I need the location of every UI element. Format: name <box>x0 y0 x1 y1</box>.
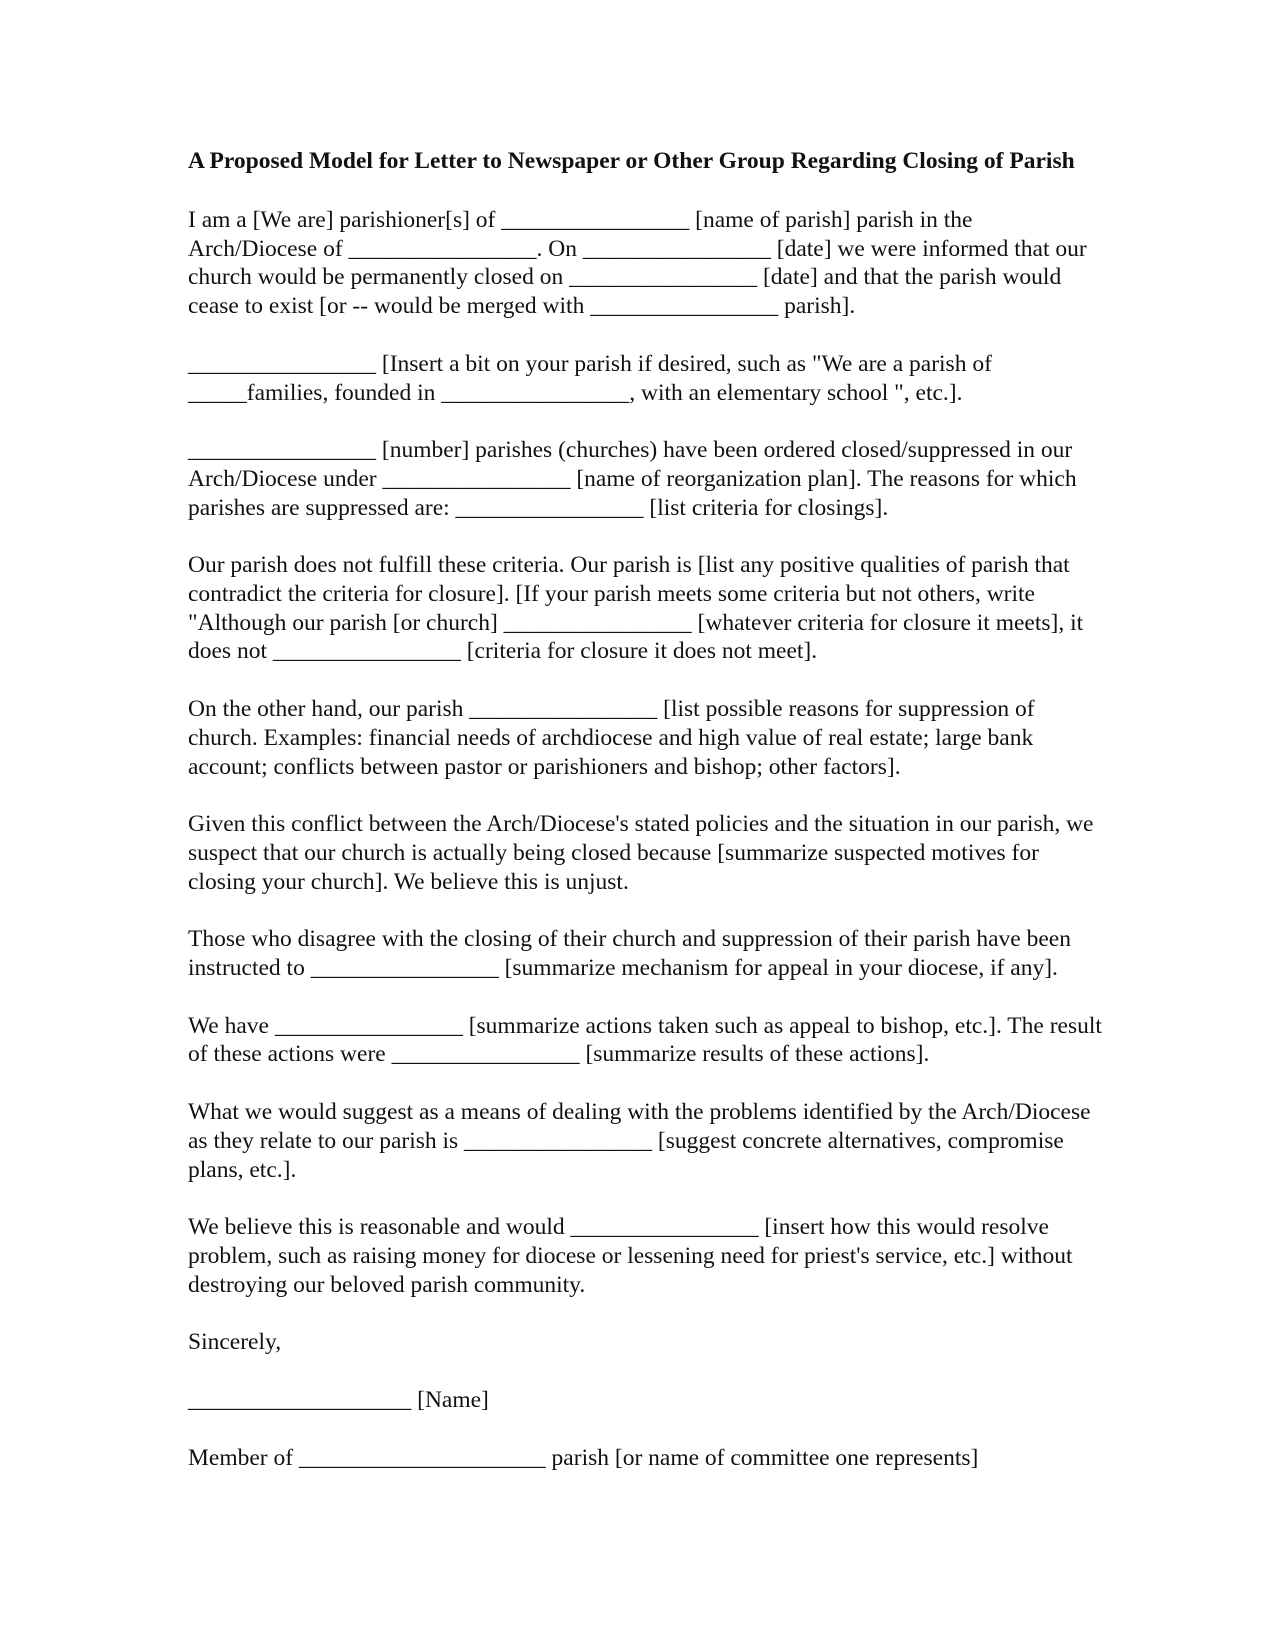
text-line: Those who disagree with the closing of their church and suppression of their parish have been <box>188 926 1071 953</box>
letter-body <box>188 206 1188 1473</box>
text-line: church. Examples: financial needs of archdiocese and high value of real estate; large bank <box>188 724 1034 751</box>
text-line: church would be permanently closed on ________________ [date] and that the parish would <box>188 264 1062 291</box>
text-line: Arch/Diocese under ________________ [name of reorganization plan]. The reasons for which <box>188 465 1077 492</box>
text-line: suspect that our church is actually being closed because [summarize suspected motives for <box>188 839 1039 866</box>
text-line: destroying our beloved parish community. <box>188 1271 586 1298</box>
paragraph-suggestions <box>188 1098 1188 1184</box>
text-line: On the other hand, our parish ________________ [list possible reasons for suppression of <box>188 696 1035 723</box>
paragraph-resolution <box>188 1213 1188 1299</box>
text-line: closing your church]. We believe this is unjust. <box>188 868 629 895</box>
text-line: ___________________ [Name] <box>188 1387 489 1414</box>
text-line: I am a [We are] parishioner[s] of ________________ [name of parish] parish in the <box>188 207 973 233</box>
text-line: Our parish does not fulfill these criteria. Our parish is [list any positive qualities of parish that <box>188 552 1070 579</box>
paragraph-introduction <box>188 206 1188 321</box>
paragraph-appeal-mechanism <box>188 925 1188 982</box>
text-line: problem, such as raising money for diocese or lessening need for priest's service, etc.] without <box>188 1242 1073 1269</box>
text-line: We have ________________ [summarize actions taken such as appeal to bishop, etc.]. The result <box>188 1012 1102 1039</box>
paragraph-closure-count <box>188 436 1188 522</box>
text-line: instructed to ________________ [summarize mechanism for appeal in your diocese, if any]. <box>188 955 1058 982</box>
text-line: as they relate to our parish is ________________ [suggest concrete alternatives, compromise <box>188 1127 1064 1154</box>
text-line: does not ________________ [criteria for closure it does not meet]. <box>188 638 818 665</box>
text-line: Given this conflict between the Arch/Diocese's stated policies and the situation in our parish, we <box>188 811 1094 838</box>
document-title: A Proposed Model for Letter to Newspaper or Other Group Regarding Closing of Parish <box>188 148 1075 174</box>
text-line: Member of _____________________ parish [or name of committee one represents] <box>188 1444 979 1471</box>
text-line: contradict the criteria for closure]. [If your parish meets some criteria but not others, write <box>188 581 1035 608</box>
paragraph-parish-description <box>188 350 1188 407</box>
text-line: We believe this is reasonable and would ________________ [insert how this would resolve <box>188 1214 1049 1241</box>
text-line: _____families, founded in ________________, with an elementary school ", etc.]. <box>188 379 963 406</box>
paragraph-criteria-rebuttal <box>188 551 1188 666</box>
text-line: What we would suggest as a means of dealing with the problems identified by the Arch/Diocese <box>188 1099 1091 1126</box>
text-line: account; conflicts between pastor or parishioners and bishop; other factors]. <box>188 753 901 780</box>
text-line: of these actions were ________________ [summarize results of these actions]. <box>188 1041 930 1068</box>
paragraph-suspected-motives <box>188 810 1188 896</box>
signature-name-line <box>188 1386 1188 1415</box>
closing-salutation <box>188 1328 1188 1357</box>
text-line: cease to exist [or -- would be merged with ________________ parish]. <box>188 293 856 320</box>
paragraph-actions-taken <box>188 1012 1188 1069</box>
text-line: Sincerely, <box>188 1329 282 1356</box>
text-line: "Although our parish [or church] ________________ [whatever criteria for closure it meets], it <box>188 609 1084 636</box>
text-line: parishes are suppressed are: ________________ [list criteria for closings]. <box>188 494 889 521</box>
text-line: ________________ [number] parishes (churches) have been ordered closed/suppressed in our <box>188 437 1073 464</box>
membership-line <box>188 1444 1188 1473</box>
paragraph-possible-reasons <box>188 695 1188 781</box>
text-line: plans, etc.]. <box>188 1156 297 1183</box>
text-line: Arch/Diocese of ________________. On ________________ [date] we were informed that our <box>188 235 1087 262</box>
text-line: ________________ [Insert a bit on your parish if desired, such as "We are a parish of <box>188 350 992 377</box>
letter-page <box>188 146 1188 1502</box>
